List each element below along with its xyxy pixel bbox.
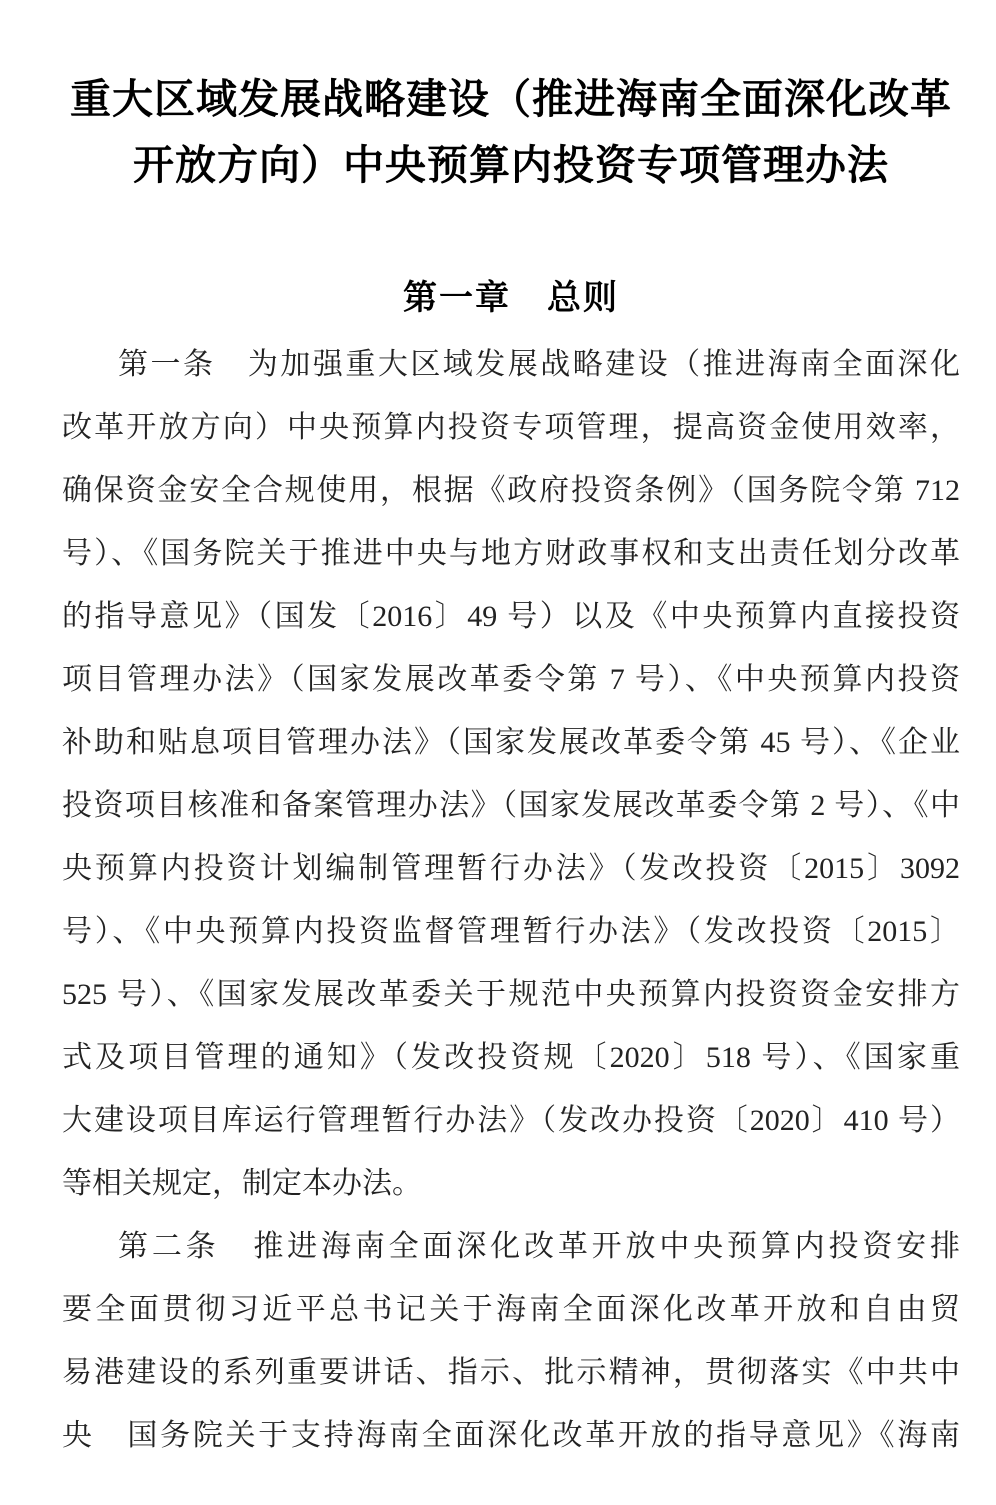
document-body [62,333,960,1467]
text-line: 第二条 推进海南全面深化改革开放中央预算内投资安排 [118,1230,960,1263]
paragraph-article-2 [62,1215,960,1467]
paragraph-article-1 [62,333,960,1215]
text-line: 号）、《国务院关于推进中央与地方财政事权和支出责任划分改革 [62,537,960,570]
document-title [62,66,960,198]
text-line: 补助和贴息项目管理办法》（国家发展改革委令第 45 号）、《企业 [62,726,960,759]
text-line: 第一条 为加强重大区域发展战略建设（推进海南全面深化 [118,348,960,381]
document-title-line-2: 开放方向）中央预算内投资专项管理办法 [133,142,889,188]
text-line: 号）、《中央预算内投资监督管理暂行办法》（发改投资〔2015〕 [62,915,960,948]
chapter-heading: 第一章 总则 [403,279,619,317]
text-line: 改革开放方向）中央预算内投资专项管理，提高资金使用效率， [62,411,960,444]
text-line: 央预算内投资计划编制管理暂行办法》（发改投资〔2015〕3092 [62,852,960,885]
document-title-line-1: 重大区域发展战略建设（推进海南全面深化改革 [70,76,952,122]
text-line: 央 国务院关于支持海南全面深化改革开放的指导意见》《海南 [62,1419,960,1452]
text-line: 确保资金安全合规使用，根据《政府投资条例》（国务院令第 712 [62,474,960,507]
text-line: 大建设项目库运行管理暂行办法》（发改办投资〔2020〕410 号） [62,1104,960,1137]
text-line: 项目管理办法》（国家发展改革委令第 7 号）、《中央预算内投资 [62,663,960,696]
text-line: 要全面贯彻习近平总书记关于海南全面深化改革开放和自由贸 [62,1293,960,1326]
text-line: 投资项目核准和备案管理办法》（国家发展改革委令第 2 号）、《中 [62,789,960,822]
text-line: 易港建设的系列重要讲话、指示、批示精神，贯彻落实《中共中 [62,1356,960,1389]
text-line: 式及项目管理的通知》（发改投资规〔2020〕518 号）、《国家重 [62,1041,960,1074]
text-line: 525 号）、《国家发展改革委关于规范中央预算内投资资金安排方 [62,978,960,1011]
text-line: 的指导意见》（国发〔2016〕49 号）以及《中央预算内直接投资 [62,600,960,633]
text-line: 等相关规定，制定本办法。 [62,1167,422,1200]
